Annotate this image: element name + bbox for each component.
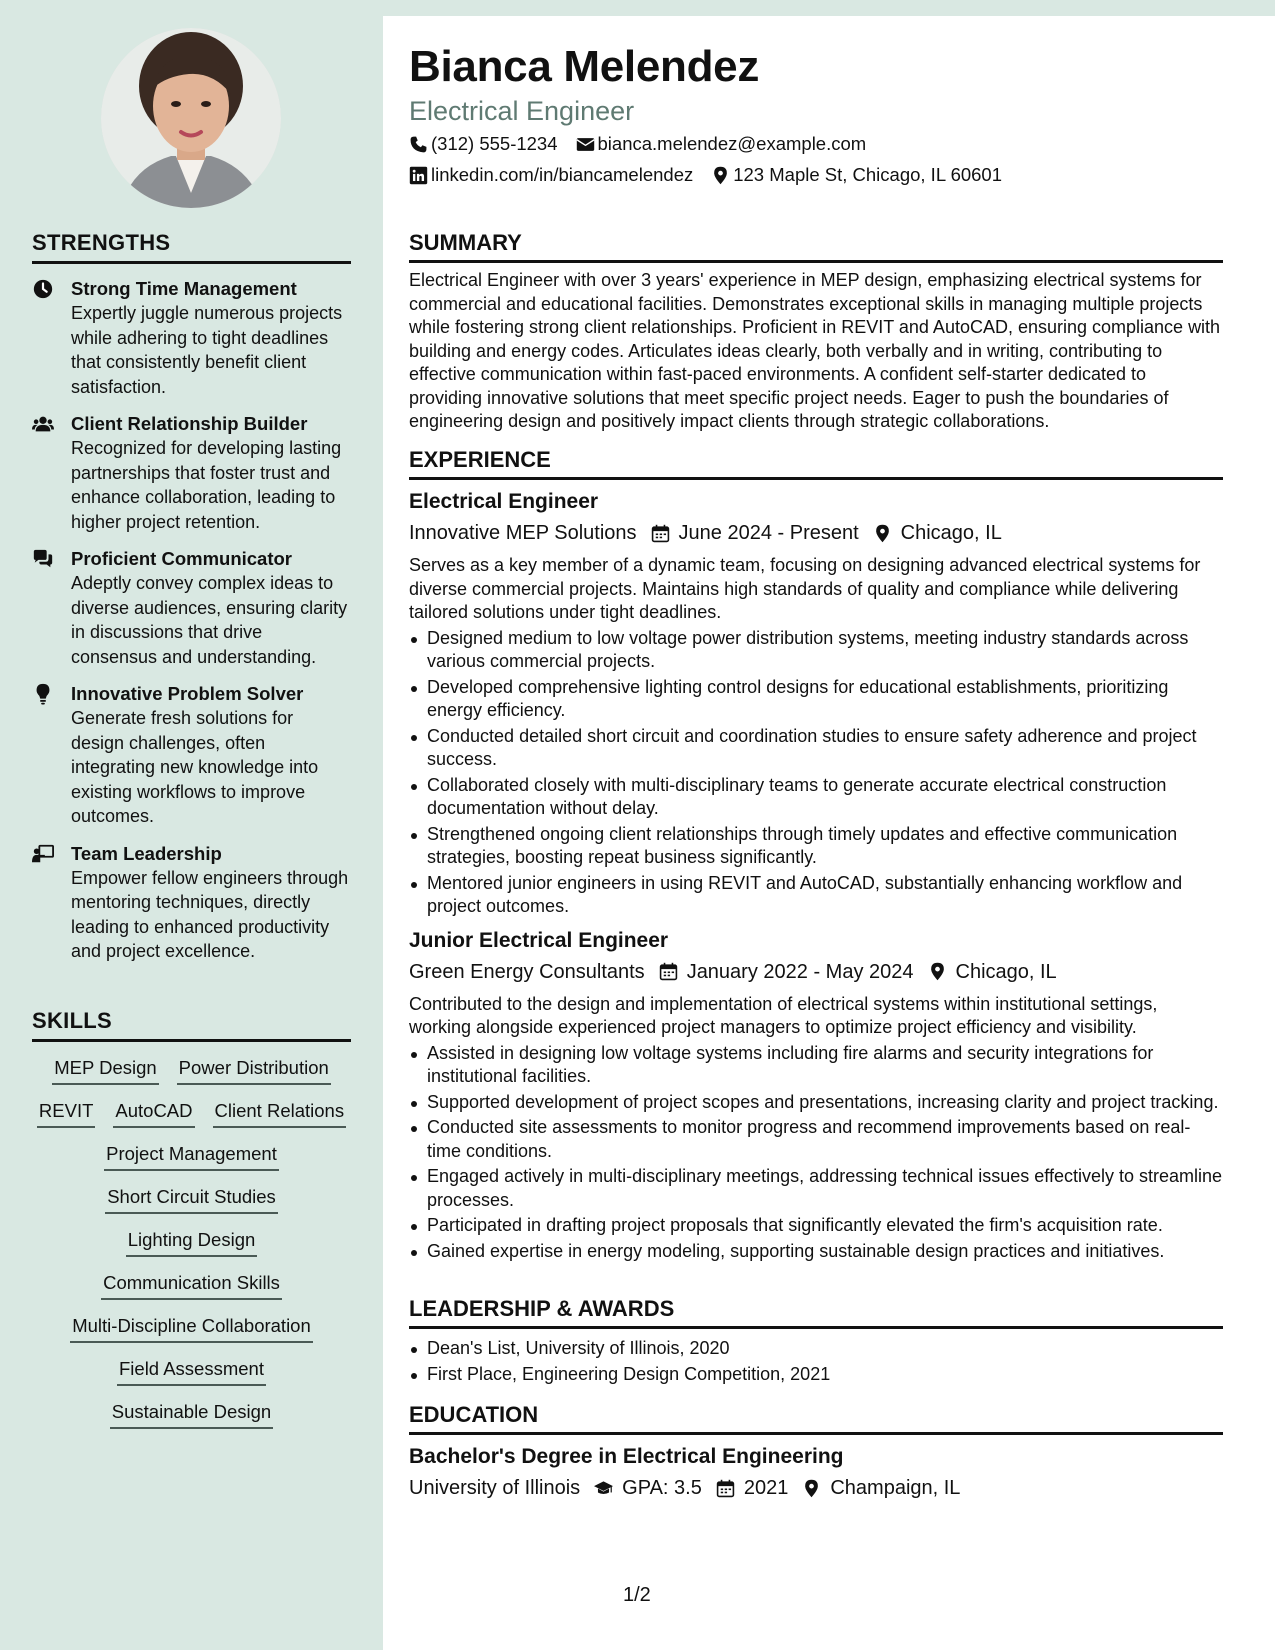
list-item: Gained expertise in energy modeling, supporting sustainable design practices and initiatives. xyxy=(427,1240,1223,1264)
address-text: 123 Maple St, Chicago, IL 60601 xyxy=(733,164,1003,185)
calendar-icon xyxy=(716,1479,744,1498)
summary-text: Electrical Engineer with over 3 years' experience in MEP design, emphasizing electrical systems for commercial and educational facilities. Demonstrates exceptional skills in managing multiple projects while fostering strong client relationships. Proficient in REVIT and AutoCAD, ensuring compliance with building and energy codes. Articulates ideas clearly, both verbally and in writing, contributing to effective communication within fast-paced environments. A confident self-starter dedicated to providing innovative solutions that meet specific project needs. Eager to push the boundaries of engineering design and positively impact clients through strategic collaborations. xyxy=(409,270,1221,431)
education-section xyxy=(409,1402,1223,1503)
map-marker-icon xyxy=(873,524,901,543)
job-bullets xyxy=(409,627,1223,919)
contact-row-1 xyxy=(409,133,884,155)
summary-section xyxy=(409,230,1223,434)
strength-item xyxy=(32,276,351,399)
job-entry xyxy=(409,927,1223,1264)
school-location-item xyxy=(802,1473,960,1503)
strength-item xyxy=(32,681,351,829)
list-item: Strengthened ongoing client relationships through timely updates and effective communication strategies, boosting repeat business significantly. xyxy=(427,823,1223,870)
strength-item xyxy=(32,411,351,534)
skill-tag: Project Management xyxy=(104,1142,279,1171)
job-summary: Serves as a key member of a dynamic team, focusing on designing advanced electrical systems for diverse commercial projects. Maintains high standards of quality and compliance while delivering tailored solutions under tight deadlines. xyxy=(409,555,1201,622)
awards-list xyxy=(409,1337,1223,1386)
skill-tag: Lighting Design xyxy=(126,1228,258,1257)
job-meta xyxy=(409,518,1223,548)
strength-title: Team Leadership xyxy=(71,842,222,864)
graduation-cap-icon xyxy=(594,1479,622,1498)
skill-tag: Multi-Discipline Collaboration xyxy=(70,1314,313,1343)
job-summary: Contributed to the design and implementation of electrical systems within institutional settings, working alongside experienced project managers to optimize project efficiency and visibility. xyxy=(409,993,1158,1037)
experience-section xyxy=(409,447,1223,1265)
skills-heading: SKILLS xyxy=(32,1008,351,1042)
job-bullets xyxy=(409,1042,1223,1264)
skill-tag: AutoCAD xyxy=(113,1099,194,1128)
job-dates: January 2022 - May 2024 xyxy=(686,960,914,983)
list-item: Mentored junior engineers in using REVIT and AutoCAD, substantially enhancing workflow and project outcomes. xyxy=(427,872,1223,919)
strength-item xyxy=(32,841,351,964)
job-title-header: Electrical Engineer xyxy=(409,96,635,126)
list-item: Conducted detailed short circuit and coordination studies to ensure safety adherence and project success. xyxy=(427,725,1223,772)
skill-tag: Short Circuit Studies xyxy=(105,1185,278,1214)
strengths-section xyxy=(32,230,351,964)
list-item: Dean's List, University of Illinois, 2020 xyxy=(427,1337,1223,1361)
education-heading: EDUCATION xyxy=(409,1402,1223,1435)
skill-tag: Communication Skills xyxy=(101,1271,282,1300)
strengths-heading: STRENGTHS xyxy=(32,230,351,264)
job-location-item xyxy=(873,518,1002,548)
list-item: Conducted site assessments to monitor progress and recommend improvements based on real-time conditions. xyxy=(427,1116,1223,1163)
phone-text: (312) 555-1234 xyxy=(431,133,558,154)
job-location: Chicago, IL xyxy=(900,522,1002,544)
job-position: Electrical Engineer xyxy=(409,490,599,513)
skill-tag: Power Distribution xyxy=(177,1056,331,1085)
list-item: Participated in drafting project proposals that significantly elevated the firm's acquisition rate. xyxy=(427,1214,1223,1238)
list-item: Supported development of project scopes and presentations, increasing clarity and project tracking. xyxy=(427,1091,1223,1115)
linkedin-icon xyxy=(409,166,431,185)
skill-tag: MEP Design xyxy=(52,1056,158,1085)
strength-title: Innovative Problem Solver xyxy=(71,683,304,704)
calendar-icon xyxy=(651,524,679,543)
strength-desc: Empower fellow engineers through mentoring techniques, directly leading to enhanced productivity and project excellence. xyxy=(71,867,349,961)
candidate-name: Bianca Melendez xyxy=(409,42,760,91)
map-marker-icon xyxy=(802,1479,830,1498)
strength-desc: Generate fresh solutions for design challenges, often integrating new knowledge into existing workflows to improve outcomes. xyxy=(71,708,319,826)
clock-icon xyxy=(32,278,54,300)
page-number: 1/2 xyxy=(623,1584,651,1606)
comments-icon xyxy=(32,548,54,570)
skill-tag: Client Relations xyxy=(213,1099,347,1128)
strength-item xyxy=(32,546,351,669)
gpa-text: GPA: 3.5 xyxy=(622,1477,702,1499)
gpa-item xyxy=(594,1473,702,1503)
email-link[interactable]: bianca.melendez@example.com xyxy=(597,133,867,154)
address-item xyxy=(711,164,1002,186)
skills-list xyxy=(32,1056,351,1429)
envelope-icon xyxy=(576,135,598,154)
skills-section xyxy=(32,1008,351,1429)
chalkboard-teacher-icon xyxy=(32,843,54,865)
awards-heading: LEADERSHIP & AWARDS xyxy=(409,1296,1223,1329)
contact-row-2 xyxy=(409,164,1020,186)
skill-tag: Sustainable Design xyxy=(110,1400,273,1429)
skill-tag: Field Assessment xyxy=(117,1357,266,1386)
sidebar xyxy=(0,0,383,1650)
summary-heading: SUMMARY xyxy=(409,230,1223,263)
degree-title: Bachelor's Degree in Electrical Engineering xyxy=(409,1445,844,1468)
job-dates: June 2024 - Present xyxy=(678,522,859,544)
list-item: Assisted in designing low voltage systems including fire alarms and security integrations for institutional facilities. xyxy=(427,1042,1223,1089)
calendar-icon xyxy=(659,962,687,981)
list-item: Designed medium to low voltage power distribution systems, meeting industry standards across various commercial projects. xyxy=(427,627,1223,674)
email-item[interactable] xyxy=(576,133,867,155)
list-item: Engaged actively in multi-disciplinary meetings, addressing technical issues effectively to streamline processes. xyxy=(427,1165,1223,1212)
phone-item xyxy=(409,133,558,155)
experience-heading: EXPERIENCE xyxy=(409,447,1223,480)
grad-year: 2021 xyxy=(743,1477,789,1499)
main-content xyxy=(383,16,1275,1650)
strength-title: Client Relationship Builder xyxy=(71,413,308,434)
lightbulb-icon xyxy=(32,683,54,705)
map-marker-icon xyxy=(928,962,956,981)
phone-icon xyxy=(409,135,431,154)
strength-title: Strong Time Management xyxy=(71,278,297,299)
job-dates-item xyxy=(651,518,859,548)
job-position: Junior Electrical Engineer xyxy=(409,928,669,952)
users-icon xyxy=(32,413,54,435)
list-item: Collaborated closely with multi-disciplinary teams to generate accurate electrical construction documentation without delay. xyxy=(427,774,1223,821)
job-dates-item xyxy=(659,957,914,987)
grad-year-item xyxy=(716,1473,789,1503)
job-company: Green Energy Consultants xyxy=(409,960,645,983)
skill-tag: REVIT xyxy=(37,1099,95,1128)
school-location: Champaign, IL xyxy=(830,1477,961,1499)
job-company: Innovative MEP Solutions xyxy=(409,522,637,544)
job-location-item xyxy=(928,957,1057,987)
linkedin-link[interactable]: linkedin.com/in/biancamelendez xyxy=(431,164,694,185)
strength-desc: Recognized for developing lasting partnerships that foster trust and enhance collaboration, leading to higher project retention. xyxy=(71,438,342,532)
job-meta xyxy=(409,957,1223,987)
job-location: Chicago, IL xyxy=(955,960,1057,983)
list-item: Developed comprehensive lighting control designs for educational establishments, prioritizing energy efficiency. xyxy=(427,676,1223,723)
strength-desc: Expertly juggle numerous projects while adhering to tight deadlines that consistently benefit client satisfaction. xyxy=(71,303,343,397)
school-name: University of Illinois xyxy=(409,1477,581,1499)
profile-photo xyxy=(101,28,281,208)
strength-desc: Adeptly convey complex ideas to diverse audiences, ensuring clarity in discussions that drive consensus and understanding. xyxy=(71,573,348,667)
awards-section xyxy=(409,1296,1223,1388)
strength-title: Proficient Communicator xyxy=(71,548,292,569)
map-marker-icon xyxy=(711,166,733,185)
list-item: First Place, Engineering Design Competition, 2021 xyxy=(427,1363,1223,1387)
education-meta xyxy=(409,1473,1223,1503)
linkedin-item[interactable] xyxy=(409,164,693,186)
job-entry xyxy=(409,488,1223,919)
